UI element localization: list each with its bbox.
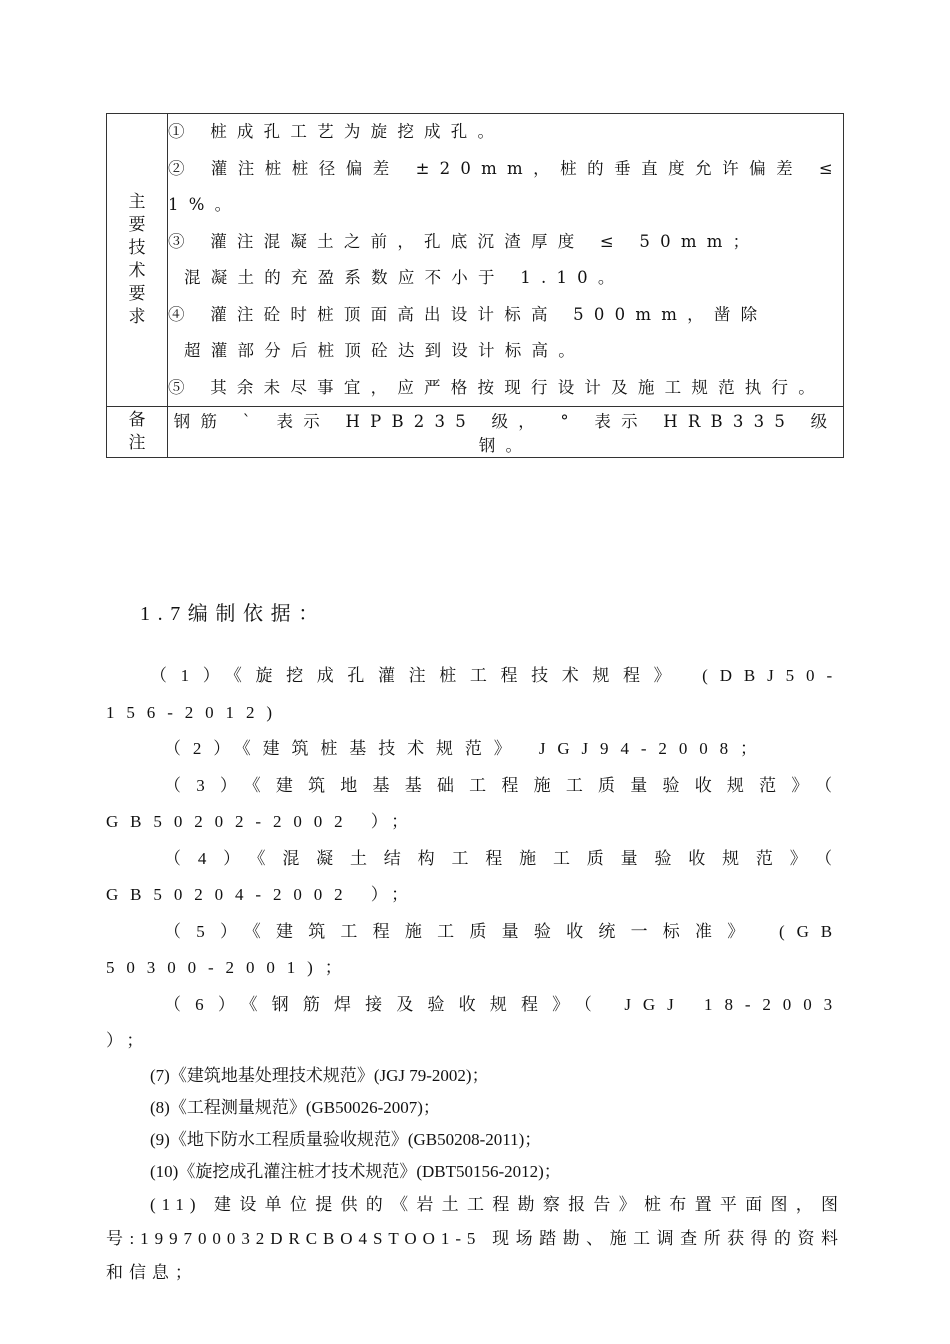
row-label-main-requirements xyxy=(107,114,168,407)
label-char: 备 xyxy=(128,410,146,430)
reference-item: （4）《混凝土结构工程施工质量验收规范》（ GB50204-2002 ）； xyxy=(106,848,844,904)
technical-requirements-table xyxy=(106,113,844,458)
reference-item: （6）《钢筋焊接及验收规程》（ JGJ 18-2003 ）； xyxy=(106,994,844,1050)
requirement-item: ④ 灌注砼时桩顶面高出设计标高 500mm，凿除 xyxy=(168,304,768,324)
label-char: 主 xyxy=(128,192,146,212)
section-heading: 1.7编制依据： xyxy=(140,603,326,625)
table-row xyxy=(107,407,844,458)
label-char: 术 xyxy=(128,261,146,281)
reference-item: （5）《建筑工程施工质量验收统一标准》 (GB 50300-2001)； xyxy=(106,921,844,977)
reference-item: (7)《建筑地基处理技术规范》(JGJ 79-2002)； xyxy=(150,1065,489,1085)
note-content: 钢筋 ` 表示 HPB235 级， ° 表示 HRB335 级钢。 xyxy=(168,407,844,458)
requirement-item-continued: 混凝土的充盈系数应不小于 1.10。 xyxy=(184,268,625,287)
requirement-item: ① 桩成孔工艺为旋挖成孔。 xyxy=(168,122,505,141)
reference-item: （1）《旋挖成孔灌注桩工程技术规程》 (DBJ50-156-2012) xyxy=(106,666,844,722)
reference-item: (9)《地下防水工程质量验收规范》(GB50208-2011)； xyxy=(150,1129,542,1149)
row-label-note xyxy=(107,407,168,458)
reference-item: (10)《旋挖成孔灌注桩才技术规范》(DBT50156-2012)； xyxy=(150,1161,561,1181)
requirement-item: ⑤ 其余未尽事宜，应严格按现行设计及施工规范执行。 xyxy=(168,377,825,397)
label-char: 注 xyxy=(128,433,146,453)
reference-item: (8)《工程测量规范》(GB50026-2007)； xyxy=(150,1097,440,1117)
label-char: 要 xyxy=(128,284,146,304)
requirement-item-continued: 超灌部分后桩顶砼达到设计标高。 xyxy=(184,341,585,360)
label-char: 技 xyxy=(128,238,146,258)
label-char: 要 xyxy=(128,215,146,235)
requirement-item: ② 灌注桩桩径偏差 ±20mm，桩的垂直度允许偏差 ≤ 1%。 xyxy=(168,158,843,214)
reference-item: （2）《建筑桩基技术规范》 JGJ94-2008； xyxy=(164,739,769,758)
table-row xyxy=(107,114,844,407)
reference-list xyxy=(106,658,844,1290)
requirement-item: ③ 灌注混凝土之前，孔底沉渣厚度 ≤ 50mm； xyxy=(168,231,760,251)
label-char: 求 xyxy=(128,307,146,327)
reference-item: （3）《建筑地基基础工程施工质量验收规范》（ GB50202-2002 ）； xyxy=(106,775,844,831)
reference-item: (11) 建设单位提供的《岩土工程勘察报告》桩布置平面图，图号:199700032DRCBO4STOO1-5 现场踏勘、施工调查所获得的资料和信息； xyxy=(106,1194,844,1282)
requirements-content xyxy=(168,114,844,407)
